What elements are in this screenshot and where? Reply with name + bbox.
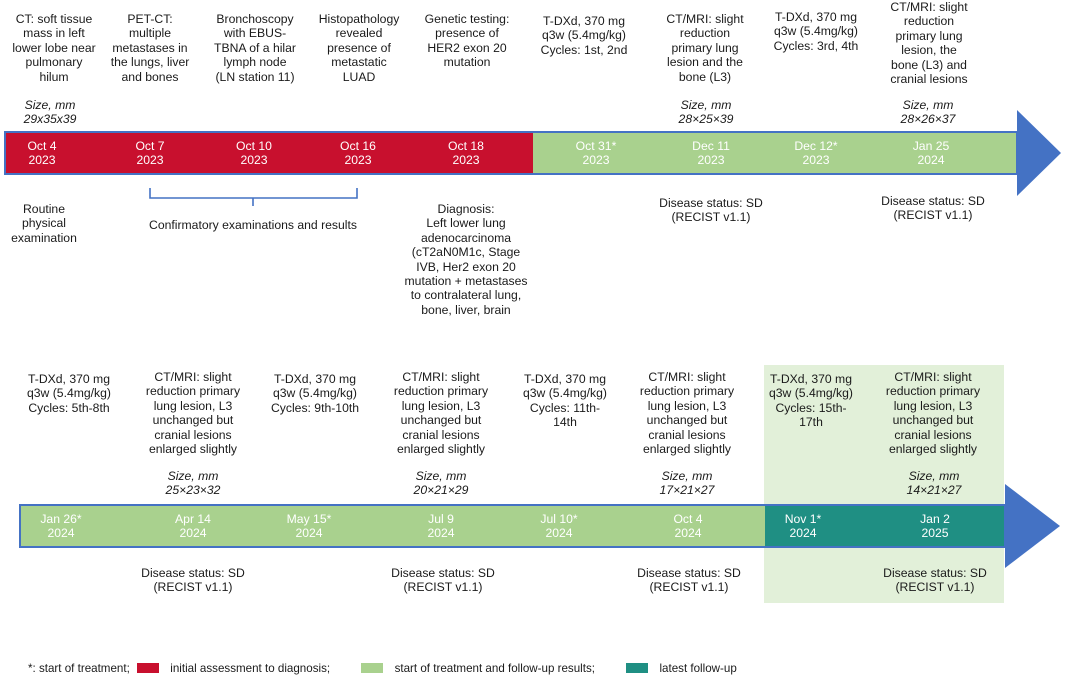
event-row1-5: Genetic testing: presence of HER2 exon 20 mutation — [424, 12, 510, 70]
event-row2-2: CT/MRI: slight reduction primary lung lesion, L3 unchanged but cranial lesions enlarged slightly — [145, 370, 241, 457]
legend-swatch-latest — [626, 663, 648, 673]
size-row2-2: Size, mm 20×21×29 — [413, 469, 469, 498]
date-row1-8: Dec 12* 2023 — [794, 139, 838, 168]
legend-label-treatment: start of treatment and follow-up results; — [394, 662, 595, 675]
disease-status-row2-2: Disease status: SD (RECIST v1.1) — [391, 566, 495, 595]
disease-status-row2-3: Disease status: SD (RECIST v1.1) — [637, 566, 741, 595]
legend-label-diagnosis: initial assessment to diagnosis; — [170, 662, 331, 675]
event-row1-1: CT: soft tissue mass in left lower lobe near pulmonary hilum — [12, 12, 96, 84]
confirmatory-bracket — [150, 188, 357, 206]
legend-swatch-diagnosis — [137, 663, 159, 673]
routine-exam-note: Routine physical examination — [11, 202, 77, 245]
event-row1-4: Histopathology revealed presence of metastatic LUAD — [318, 12, 400, 84]
date-row1-5: Oct 18 2023 — [448, 139, 484, 168]
legend-star-note: *: start of treatment; — [28, 662, 130, 675]
legend-label-latest: latest follow-up — [659, 662, 737, 675]
event-row1-3: Bronchoscopy with EBUS- TBNA of a hilar lymph node (LN station 11) — [214, 12, 296, 84]
diagnosis-note: Diagnosis: Left lower lung adenocarcinoma (cT2aN0M1c, Stage IVB, Her2 exon 20 mutation + metastases to contralateral lung, bone, liver, brain — [404, 202, 528, 317]
date-row1-4: Oct 16 2023 — [340, 139, 376, 168]
date-row1-3: Oct 10 2023 — [236, 139, 272, 168]
date-row1-2: Oct 7 2023 — [135, 139, 165, 168]
event-row2-1: T-DXd, 370 mg q3w (5.4mg/kg) Cycles: 5th-8th — [27, 372, 111, 415]
date-row1-6: Oct 31* 2023 — [575, 139, 617, 168]
event-row2-7: T-DXd, 370 mg q3w (5.4mg/kg) Cycles: 15th- 17th — [769, 372, 853, 430]
band-row1-arrowhead — [1017, 110, 1061, 196]
confirmatory-label: Confirmatory examinations and results — [149, 218, 357, 232]
date-row2-1: Jan 26* 2024 — [40, 512, 82, 541]
event-row1-9: CT/MRI: slight reduction primary lung lesion, the bone (L3) and cranial lesions — [890, 0, 968, 87]
date-row2-7: Nov 1* 2024 — [784, 512, 822, 541]
event-row2-4: CT/MRI: slight reduction primary lung lesion, L3 unchanged but cranial lesions enlarged slightly — [393, 370, 489, 457]
size-row2-4: Size, mm 14×21×27 — [906, 469, 962, 498]
event-row2-3: T-DXd, 370 mg q3w (5.4mg/kg) Cycles: 9th-10th — [270, 372, 360, 415]
size-row1-1: Size, mm 29x35x39 — [23, 98, 77, 127]
event-row1-6: T-DXd, 370 mg q3w (5.4mg/kg) Cycles: 1st, 2nd — [540, 14, 628, 57]
date-row2-5: Jul 10* 2024 — [540, 512, 578, 541]
event-row2-8: CT/MRI: slight reduction primary lung lesion, L3 unchanged but cranial lesions enlarged slightly — [885, 370, 981, 457]
event-row2-6: CT/MRI: slight reduction primary lung lesion, L3 unchanged but cranial lesions enlarged slightly — [639, 370, 735, 457]
date-row1-7: Dec 11 2023 — [692, 139, 730, 168]
legend — [28, 662, 747, 676]
date-row2-6: Oct 4 2024 — [673, 512, 703, 541]
date-row2-3: May 15* 2024 — [286, 512, 332, 541]
band-row2-arrowhead — [1005, 484, 1060, 568]
legend-swatch-treatment — [361, 663, 383, 673]
event-row2-5: T-DXd, 370 mg q3w (5.4mg/kg) Cycles: 11th- 14th — [523, 372, 607, 430]
size-row1-2: Size, mm 28×25×39 — [678, 98, 734, 127]
event-row1-7: CT/MRI: slight reduction primary lung lesion and the bone (L3) — [666, 12, 744, 84]
event-row1-2: PET-CT: multiple metastases in the lungs, liver and bones — [110, 12, 190, 84]
disease-status-row2-1: Disease status: SD (RECIST v1.1) — [141, 566, 245, 595]
size-row2-3: Size, mm 17×21×27 — [659, 469, 715, 498]
size-row1-3: Size, mm 28×26×37 — [900, 98, 956, 127]
disease-status-row1-2: Disease status: SD (RECIST v1.1) — [881, 194, 985, 223]
date-row1-9: Jan 25 2024 — [912, 139, 950, 168]
date-row1-1: Oct 4 2023 — [27, 139, 57, 168]
size-row2-1: Size, mm 25×23×32 — [165, 469, 221, 498]
disease-status-row1-1: Disease status: SD (RECIST v1.1) — [659, 196, 763, 225]
date-row2-2: Apr 14 2024 — [175, 512, 211, 541]
event-row1-8: T-DXd, 370 mg q3w (5.4mg/kg) Cycles: 3rd, 4th — [773, 10, 859, 53]
date-row2-8: Jan 2 2025 — [920, 512, 950, 541]
disease-status-row2-4: Disease status: SD (RECIST v1.1) — [883, 566, 987, 595]
date-row2-4: Jul 9 2024 — [427, 512, 455, 541]
